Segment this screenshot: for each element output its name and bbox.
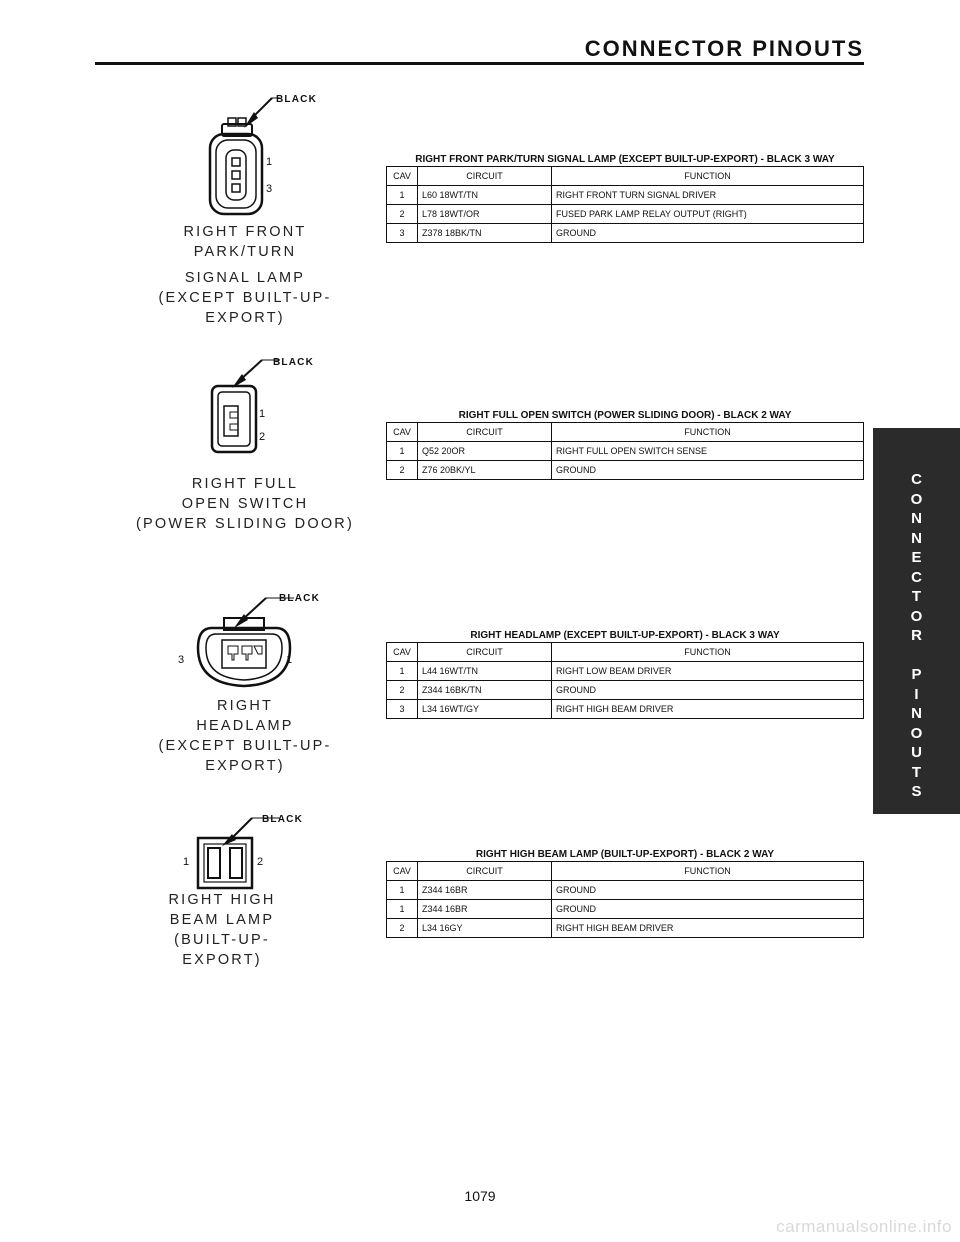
pin-number: 1: [183, 856, 190, 868]
table-row: [387, 700, 864, 719]
pinout-table-title: RIGHT HIGH BEAM LAMP (BUILT-UP-EXPORT) - BLACK 2 WAY: [475, 849, 775, 860]
connector-color-tag: BLACK: [276, 94, 317, 105]
function-cell: RIGHT HIGH BEAM DRIVER: [552, 919, 864, 938]
side-tab-letter: U: [911, 744, 922, 761]
column-header: FUNCTION: [552, 423, 864, 442]
pin-number: 3: [266, 183, 273, 195]
function-cell: GROUND: [552, 461, 864, 480]
table-row: [387, 919, 864, 938]
pinout-table-title: RIGHT FULL OPEN SWITCH (POWER SLIDING DOOR) - BLACK 2 WAY: [458, 410, 792, 421]
park-turn-lamp-connector-icon: [200, 88, 280, 218]
connector-label: [130, 474, 360, 534]
column-header: CAV: [387, 167, 418, 186]
connector-label-line: SIGNAL LAMP: [184, 270, 306, 286]
side-tab-letter: S: [911, 783, 922, 800]
cav-cell: 1: [387, 900, 418, 919]
connector-label: [122, 890, 322, 970]
side-tab-letter: R: [911, 627, 922, 644]
pinout-table: [386, 422, 864, 480]
circuit-cell: Z344 16BR: [418, 900, 552, 919]
circuit-cell: L34 16WT/GY: [418, 700, 552, 719]
column-header: FUNCTION: [552, 643, 864, 662]
circuit-cell: Z76 20BK/YL: [418, 461, 552, 480]
open-switch-connector-icon: [200, 350, 280, 460]
table-row: [387, 881, 864, 900]
connector-color-tag: BLACK: [262, 814, 303, 825]
function-cell: GROUND: [552, 881, 864, 900]
side-tab-letter: O: [910, 607, 923, 625]
cav-cell: 1: [387, 662, 418, 681]
connector-label: [130, 222, 360, 328]
cav-cell: 2: [387, 919, 418, 938]
cav-cell: 1: [387, 881, 418, 900]
connector-label-line: OPEN SWITCH: [181, 496, 309, 512]
watermark: carmanualsonline.info: [776, 1217, 952, 1236]
side-tab-letter: E: [911, 549, 922, 566]
side-tab-letter: T: [911, 588, 922, 605]
column-header: CIRCUIT: [418, 167, 552, 186]
pin-number: 1: [286, 654, 293, 666]
table-row: [387, 224, 864, 243]
connector-label-line: RIGHT FULL: [191, 476, 299, 492]
circuit-cell: L78 18WT/OR: [418, 205, 552, 224]
function-cell: RIGHT FRONT TURN SIGNAL DRIVER: [552, 186, 864, 205]
side-tab-letter: P: [911, 666, 922, 683]
side-tab-letter: O: [910, 490, 923, 508]
connector-label-line: (BUILT-UP-: [174, 932, 270, 948]
connector-label-line: RIGHT FRONT: [183, 224, 307, 240]
pinout-table: [386, 166, 864, 243]
page-number: 1079: [464, 1188, 496, 1204]
table-row: [387, 442, 864, 461]
side-tab-letter: [873, 646, 960, 666]
side-tab-letters: [873, 470, 960, 802]
cav-cell: 2: [387, 461, 418, 480]
connector-label-line: (EXCEPT BUILT-UP-EXPORT): [158, 738, 332, 774]
header-rule: [95, 62, 864, 65]
connector-label-line: RIGHT HIGH: [168, 892, 276, 908]
pin-number: 2: [259, 431, 266, 443]
column-header: CIRCUIT: [418, 862, 552, 881]
connector-label-line: (POWER SLIDING DOOR): [135, 516, 354, 532]
pinout-table-title: RIGHT FRONT PARK/TURN SIGNAL LAMP (EXCEPT BUILT-UP-EXPORT) - BLACK 3 WAY: [415, 154, 835, 165]
circuit-cell: L60 18WT/TN: [418, 186, 552, 205]
table-row: [387, 186, 864, 205]
cav-cell: 1: [387, 442, 418, 461]
function-cell: GROUND: [552, 900, 864, 919]
function-cell: GROUND: [552, 681, 864, 700]
circuit-cell: Z344 16BR: [418, 881, 552, 900]
side-tab-letter: O: [910, 724, 923, 742]
circuit-cell: Z344 16BK/TN: [418, 681, 552, 700]
side-tab-letter: I: [914, 685, 919, 703]
circuit-cell: L34 16GY: [418, 919, 552, 938]
side-tab-letter: C: [911, 568, 922, 586]
page-header-title: CONNECTOR PINOUTS: [584, 36, 864, 61]
table-row: [387, 900, 864, 919]
circuit-cell: Z378 18BK/TN: [418, 224, 552, 243]
table-row: [387, 205, 864, 224]
function-cell: RIGHT LOW BEAM DRIVER: [552, 662, 864, 681]
cav-cell: 1: [387, 186, 418, 205]
column-header: FUNCTION: [552, 167, 864, 186]
pin-number: 1: [259, 408, 266, 420]
table-header-row: [387, 643, 864, 662]
cav-cell: 2: [387, 205, 418, 224]
column-header: CAV: [387, 423, 418, 442]
column-header: CAV: [387, 643, 418, 662]
circuit-cell: Q52 20OR: [418, 442, 552, 461]
column-header: FUNCTION: [552, 862, 864, 881]
connector-color-tag: BLACK: [279, 593, 320, 604]
connector-label-line: EXPORT): [182, 952, 262, 968]
connector-label-line: BEAM LAMP: [169, 912, 275, 928]
cav-cell: 3: [387, 700, 418, 719]
pinout-table: [386, 642, 864, 719]
pin-number: 2: [257, 856, 264, 868]
table-row: [387, 681, 864, 700]
function-cell: RIGHT HIGH BEAM DRIVER: [552, 700, 864, 719]
column-header: CIRCUIT: [418, 423, 552, 442]
cav-cell: 3: [387, 224, 418, 243]
connector-label-line: PARK/TURN: [193, 244, 297, 260]
table-header-row: [387, 862, 864, 881]
function-cell: RIGHT FULL OPEN SWITCH SENSE: [552, 442, 864, 461]
table-header-row: [387, 167, 864, 186]
side-tab-letter: N: [911, 705, 922, 722]
table-header-row: [387, 423, 864, 442]
function-cell: FUSED PARK LAMP RELAY OUTPUT (RIGHT): [552, 205, 864, 224]
connector-label-line: RIGHT: [216, 698, 274, 714]
connector-label-line: HEADLAMP: [196, 718, 294, 734]
function-cell: GROUND: [552, 224, 864, 243]
cav-cell: 2: [387, 681, 418, 700]
connector-label-line: (EXCEPT BUILT-UP-EXPORT): [158, 290, 332, 326]
side-tab-letter: T: [911, 763, 922, 781]
table-row: [387, 461, 864, 480]
side-tab-letter: N: [911, 510, 922, 527]
connector-label: [130, 696, 360, 776]
pinout-table-title: RIGHT HEADLAMP (EXCEPT BUILT-UP-EXPORT) - BLACK 3 WAY: [470, 630, 780, 641]
column-header: CIRCUIT: [418, 643, 552, 662]
circuit-cell: L44 16WT/TN: [418, 662, 552, 681]
pinout-table: [386, 861, 864, 938]
side-tab-letter: C: [911, 471, 922, 488]
pin-number: 1: [266, 156, 273, 168]
table-row: [387, 662, 864, 681]
section-side-tab: [873, 428, 960, 814]
connector-color-tag: BLACK: [273, 357, 314, 368]
column-header: CAV: [387, 862, 418, 881]
pin-number: 3: [178, 654, 185, 666]
side-tab-letter: N: [911, 529, 922, 547]
